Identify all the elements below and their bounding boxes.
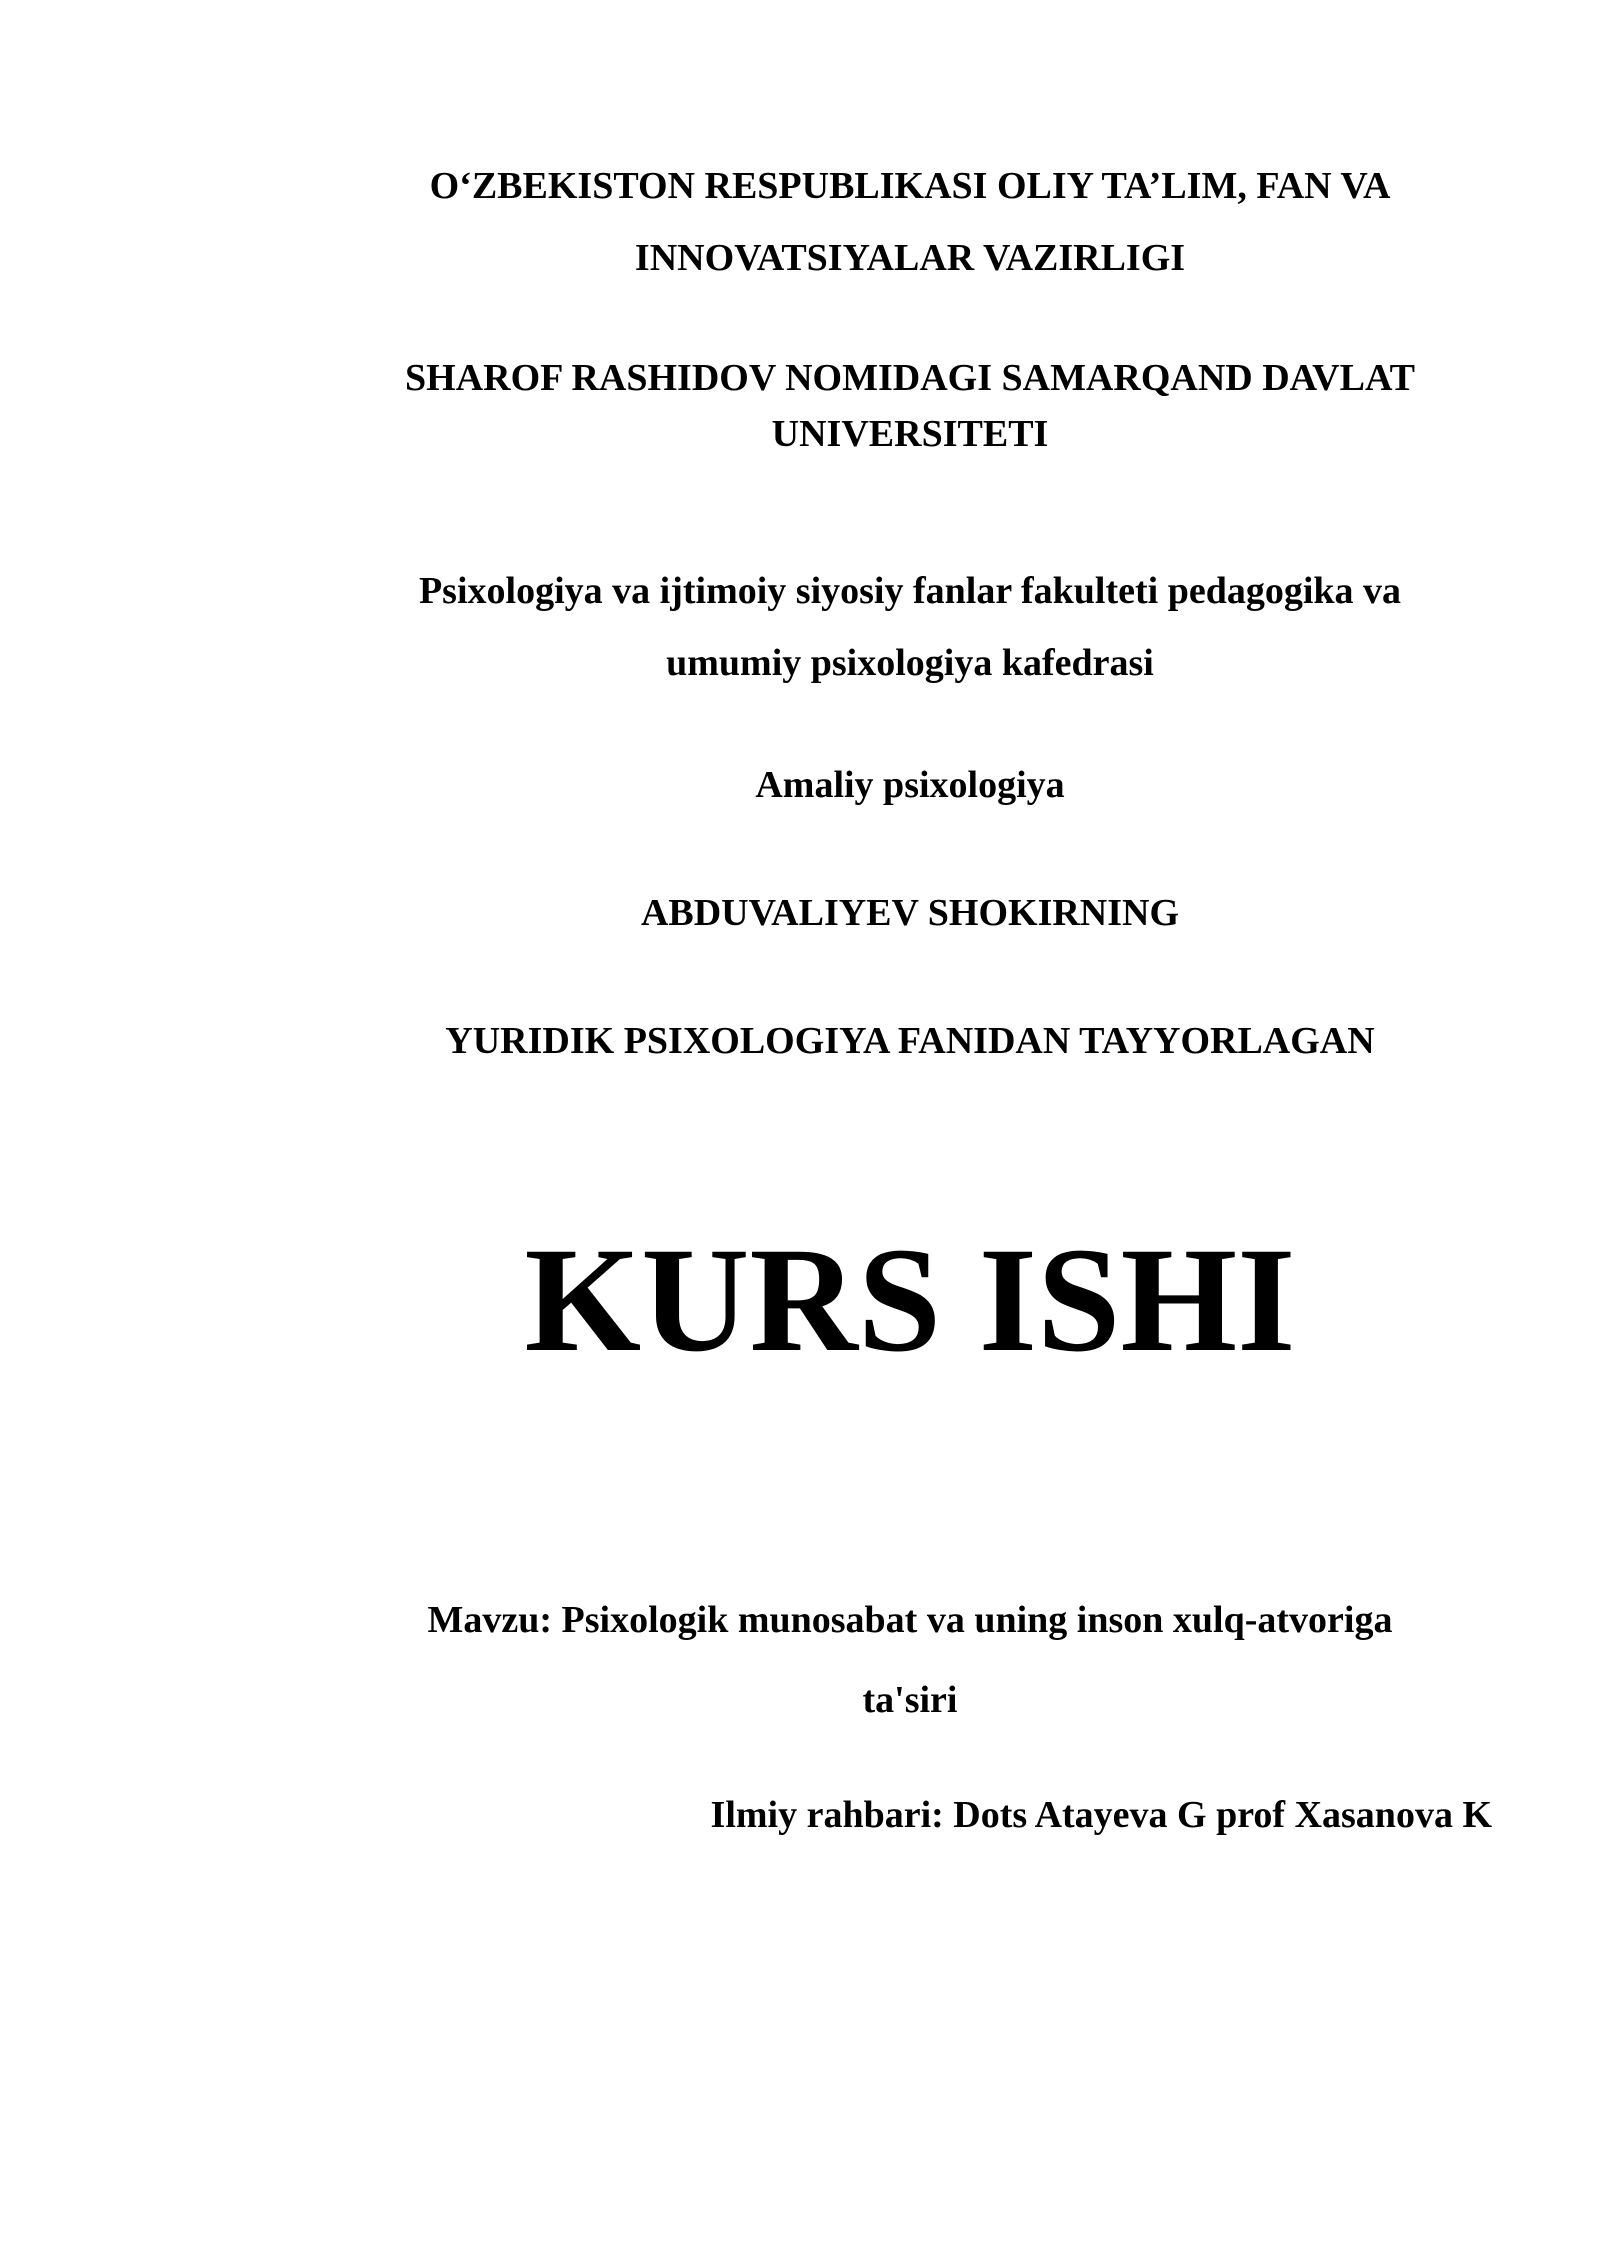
topic-heading-line-1: Mavzu: Psixologik munosabat va uning inson xulq-atvoriga [427,1599,1393,1641]
ministry-heading [310,150,1510,294]
topic-heading-line-2: ta'siri [862,1679,958,1721]
university-heading-line-1: SHAROF RASHIDOV NOMIDAGI SAMARQAND DAVLAT [405,357,1415,399]
topic-heading [340,1580,1480,1740]
ministry-heading-line-1: O‘ZBEKISTON RESPUBLIKASI OLIY TA’LIM, FAN VA [429,165,1391,207]
student-name: ABDUVALIYEV SHOKIRNING [640,892,1180,934]
university-heading [310,350,1510,462]
university-heading-line-2: UNIVERSITETI [771,413,1049,455]
subject-line: YURIDIK PSIXOLOGIYA FANIDAN TAYYORLAGAN [445,1020,1375,1062]
document-type-title: KURS ISHI [524,1217,1296,1383]
faculty-heading [310,555,1510,699]
faculty-heading-line-1: Psixologiya va ijtimoiy siyosiy fanlar fakulteti pedagogika va [418,570,1402,612]
ministry-heading-line-2: INNOVATSIYALAR VAZIRLIGI [634,237,1186,279]
supervisor-line: Ilmiy rahbari: Dots Atayeva G prof Xasanova K [710,1794,1492,1836]
faculty-heading-line-2: umumiy psixologiya kafedrasi [666,642,1154,684]
specialty-label: Amaliy psixologiya [755,764,1065,806]
